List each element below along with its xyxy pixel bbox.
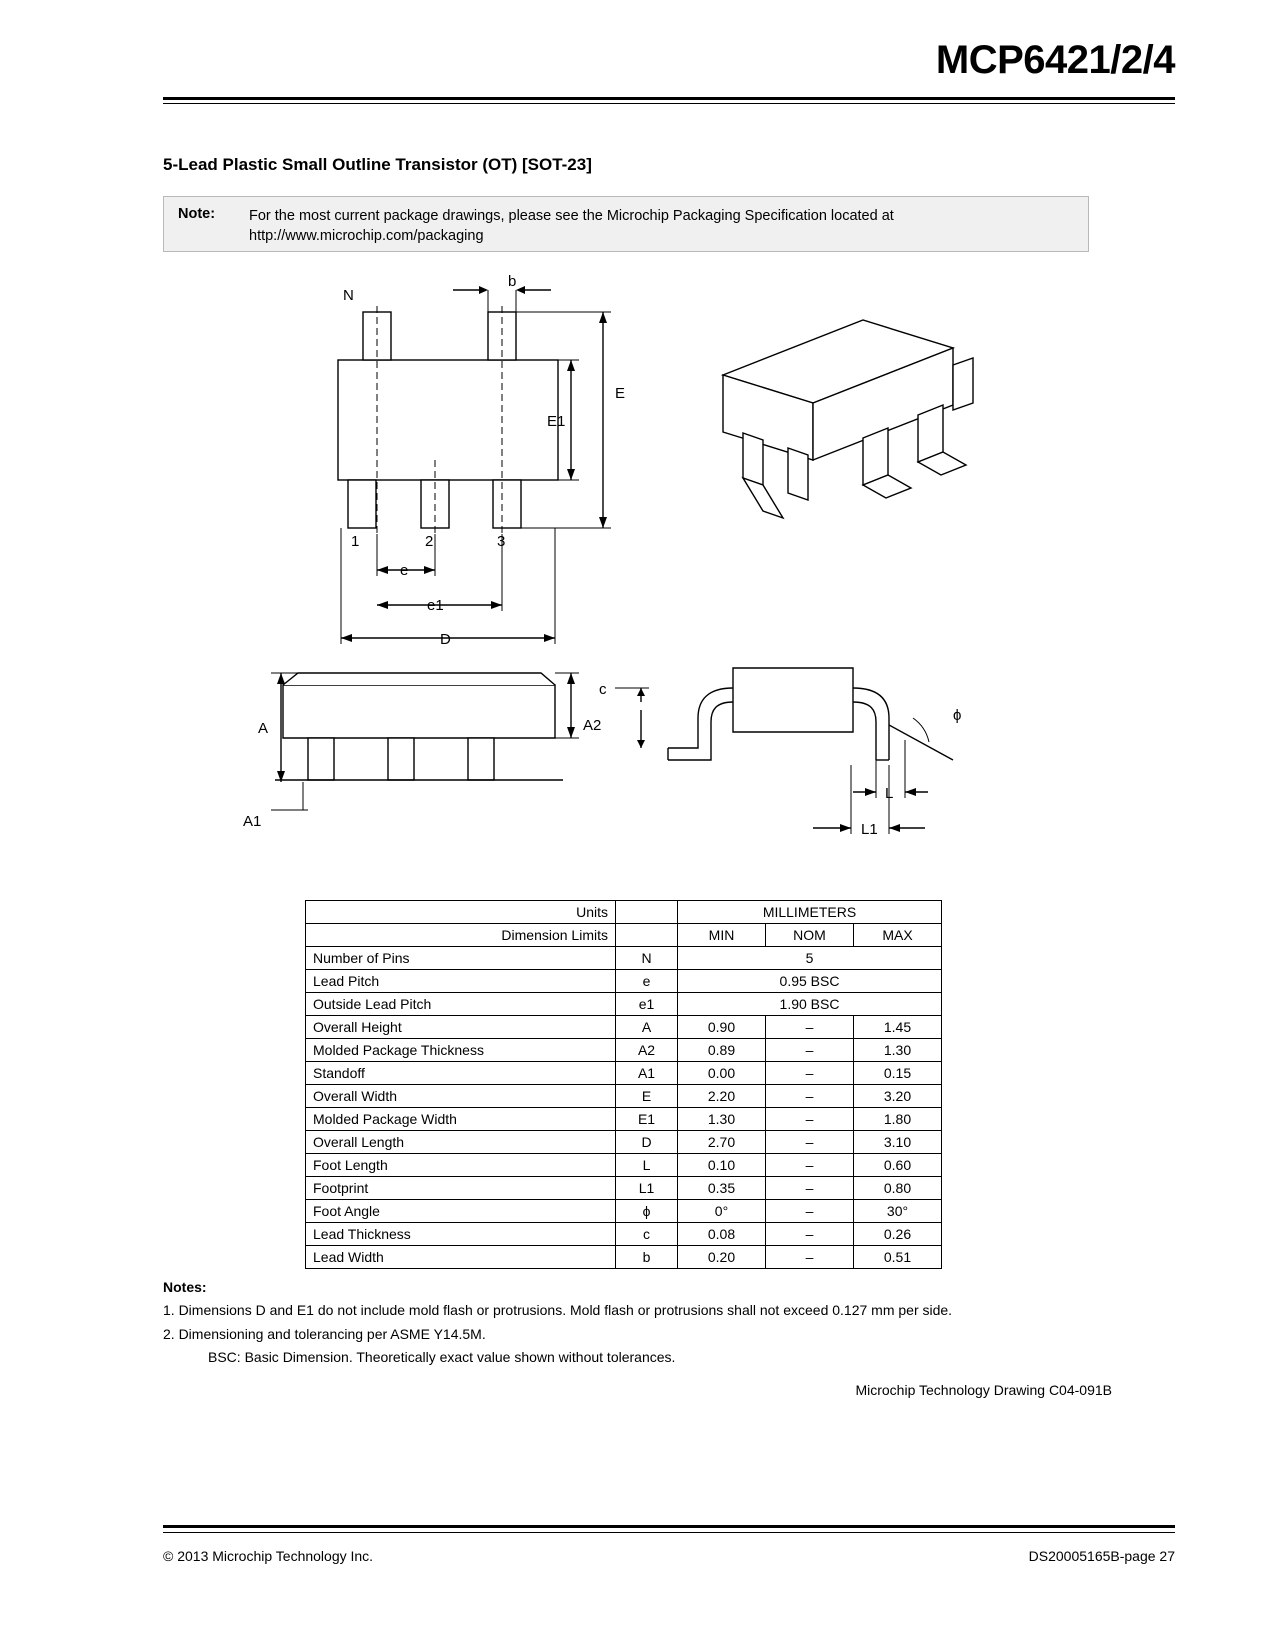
row-symbol: L	[616, 1154, 678, 1177]
row-nom: –	[766, 1062, 854, 1085]
row-label: Lead Thickness	[306, 1223, 616, 1246]
table-row	[306, 1039, 942, 1062]
row-symbol: E1	[616, 1108, 678, 1131]
table-row	[306, 1177, 942, 1200]
row-symbol: ϕ	[616, 1200, 678, 1223]
row-symbol: L1	[616, 1177, 678, 1200]
row-min: 0.00	[678, 1062, 766, 1085]
row-max: 1.80	[854, 1108, 942, 1131]
row-max: 0.15	[854, 1062, 942, 1085]
row-min: 0.10	[678, 1154, 766, 1177]
row-max: 0.51	[854, 1246, 942, 1269]
row-min: 0.90	[678, 1016, 766, 1039]
row-symbol: A	[616, 1016, 678, 1039]
row-label: Overall Width	[306, 1085, 616, 1108]
row-label: Footprint	[306, 1177, 616, 1200]
notes-heading: Notes:	[163, 1279, 207, 1295]
dim-label-A: A	[258, 720, 269, 737]
dim-label-e1: e1	[427, 597, 444, 614]
row-min: 2.20	[678, 1085, 766, 1108]
note-text: For the most current package drawings, please see the Microchip Packaging Specification located at http://www.microchip.com/packaging	[249, 208, 894, 244]
table-row	[306, 993, 942, 1016]
row-max: 30°	[854, 1200, 942, 1223]
table-row	[306, 1200, 942, 1223]
units-label: Units	[306, 901, 616, 924]
units-value: MILLIMETERS	[678, 901, 942, 924]
row-span-value: 1.90 BSC	[678, 993, 942, 1016]
row-nom: –	[766, 1200, 854, 1223]
pin-label-3: 3	[497, 533, 506, 550]
table-row	[306, 970, 942, 993]
row-max: 1.30	[854, 1039, 942, 1062]
package-drawing	[163, 270, 1093, 850]
header-divider-thick	[163, 97, 1175, 100]
dim-label-b: b	[508, 273, 517, 290]
footer-copyright: © 2013 Microchip Technology Inc.	[163, 1548, 374, 1564]
row-label: Number of Pins	[306, 947, 616, 970]
row-min: 0.20	[678, 1246, 766, 1269]
row-span-value: 0.95 BSC	[678, 970, 942, 993]
column-header-max: MAX	[854, 924, 942, 947]
table-row	[306, 1085, 942, 1108]
row-label: Molded Package Width	[306, 1108, 616, 1131]
table-row	[306, 1246, 942, 1269]
dimension-limits-label: Dimension Limits	[306, 924, 616, 947]
table-row	[306, 1223, 942, 1246]
row-span-value: 5	[678, 947, 942, 970]
dim-label-L: L	[885, 785, 894, 802]
dimension-table	[305, 900, 942, 1269]
row-max: 0.26	[854, 1223, 942, 1246]
row-nom: –	[766, 1223, 854, 1246]
units-symbol-blank	[616, 901, 678, 924]
dim-label-E: E	[615, 385, 626, 402]
pin-label-1: 1	[351, 533, 360, 550]
row-nom: –	[766, 1039, 854, 1062]
row-max: 3.20	[854, 1085, 942, 1108]
row-label: Foot Angle	[306, 1200, 616, 1223]
table-row	[306, 1131, 942, 1154]
header-divider-thin	[163, 103, 1175, 104]
table-row	[306, 1154, 942, 1177]
row-nom: –	[766, 1131, 854, 1154]
row-symbol: E	[616, 1085, 678, 1108]
column-header-nom: NOM	[766, 924, 854, 947]
dim-label-N: N	[343, 287, 354, 304]
dim-label-phi: ϕ	[953, 707, 962, 724]
dim-label-A1: A1	[243, 813, 262, 830]
limits-symbol-blank	[616, 924, 678, 947]
row-min: 0.89	[678, 1039, 766, 1062]
dim-label-e: e	[400, 562, 409, 579]
row-min: 0.35	[678, 1177, 766, 1200]
footer-divider-thick	[163, 1525, 1175, 1528]
dim-label-D: D	[440, 631, 451, 648]
row-nom: –	[766, 1085, 854, 1108]
dim-label-E1: E1	[547, 413, 566, 430]
note-item-2: 2. Dimensioning and tolerancing per ASME Y14.5M.	[163, 1326, 486, 1342]
row-symbol: e1	[616, 993, 678, 1016]
row-max: 0.80	[854, 1177, 942, 1200]
column-header-min: MIN	[678, 924, 766, 947]
note-label: Note:	[178, 206, 216, 222]
row-label: Standoff	[306, 1062, 616, 1085]
dim-label-L1: L1	[861, 821, 878, 838]
table-row-units	[306, 901, 942, 924]
row-min: 0.08	[678, 1223, 766, 1246]
note-item-bsc: BSC: Basic Dimension. Theoretically exact value shown without tolerances.	[208, 1349, 676, 1365]
row-symbol: b	[616, 1246, 678, 1269]
row-min: 0°	[678, 1200, 766, 1223]
row-label: Overall Length	[306, 1131, 616, 1154]
row-min: 2.70	[678, 1131, 766, 1154]
row-max: 1.45	[854, 1016, 942, 1039]
row-nom: –	[766, 1246, 854, 1269]
row-symbol: A2	[616, 1039, 678, 1062]
row-nom: –	[766, 1108, 854, 1131]
row-max: 0.60	[854, 1154, 942, 1177]
row-nom: –	[766, 1016, 854, 1039]
row-nom: –	[766, 1177, 854, 1200]
drawing-number: Microchip Technology Drawing C04-091B	[855, 1382, 1112, 1398]
row-symbol: c	[616, 1223, 678, 1246]
note-box	[163, 196, 1089, 252]
row-label: Foot Length	[306, 1154, 616, 1177]
footer-page-number: DS20005165B-page 27	[1028, 1548, 1175, 1564]
page-title: MCP6421/2/4	[935, 38, 1175, 82]
row-label: Overall Height	[306, 1016, 616, 1039]
table-row	[306, 1016, 942, 1039]
pin-label-2: 2	[425, 533, 434, 550]
table-row	[306, 1108, 942, 1131]
row-label: Lead Width	[306, 1246, 616, 1269]
row-symbol: e	[616, 970, 678, 993]
row-min: 1.30	[678, 1108, 766, 1131]
dim-label-A2: A2	[583, 717, 602, 734]
table-row-limits	[306, 924, 942, 947]
row-label: Outside Lead Pitch	[306, 993, 616, 1016]
dim-label-c: c	[599, 681, 607, 698]
footer-divider-thin	[163, 1532, 1175, 1533]
row-symbol: A1	[616, 1062, 678, 1085]
row-symbol: D	[616, 1131, 678, 1154]
row-label: Lead Pitch	[306, 970, 616, 993]
table-row	[306, 947, 942, 970]
row-nom: –	[766, 1154, 854, 1177]
row-max: 3.10	[854, 1131, 942, 1154]
dimension-table-body	[306, 901, 942, 1269]
row-symbol: N	[616, 947, 678, 970]
row-label: Molded Package Thickness	[306, 1039, 616, 1062]
table-row	[306, 1062, 942, 1085]
section-heading: 5-Lead Plastic Small Outline Transistor (OT) [SOT-23]	[163, 155, 592, 174]
note-item-1: 1. Dimensions D and E1 do not include mold flash or protrusions. Mold flash or protrusions shall not exceed 0.127 mm per side.	[163, 1302, 953, 1318]
